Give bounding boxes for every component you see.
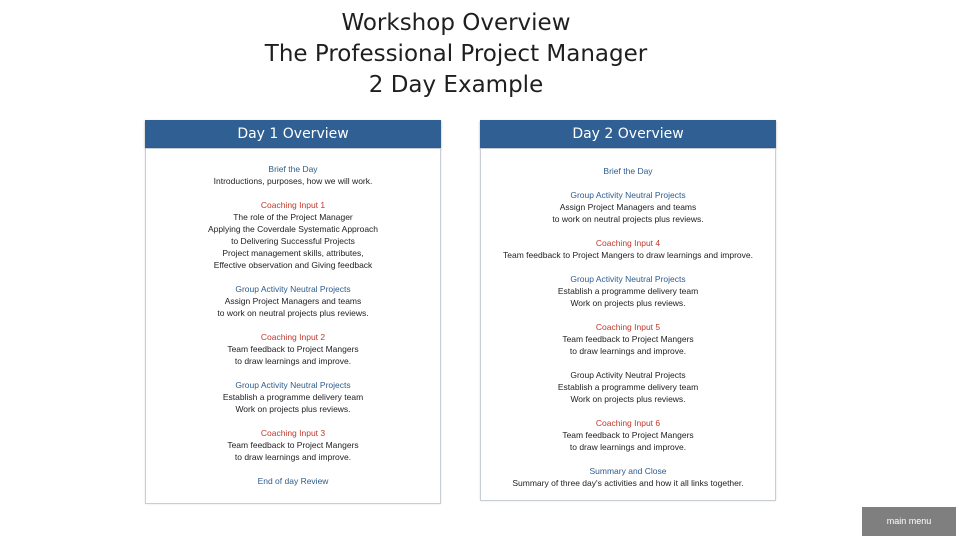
day2-block-5 [481, 321, 775, 357]
block-line: to work on neutral projects plus reviews. [552, 214, 704, 224]
day1-block-2 [146, 199, 440, 271]
slide-title [0, 8, 912, 101]
block-line: Assign Project Managers and teams [224, 296, 362, 306]
day1-block-1 [146, 163, 440, 187]
block-line: Applying the Coverdale Systematic Approach [207, 224, 379, 234]
day1-panel [145, 148, 441, 504]
day2-header: Day 2 Overview [480, 120, 776, 148]
block-heading: End of day Review [257, 476, 329, 486]
day2-block-4 [481, 273, 775, 309]
main-menu-button[interactable]: main menu [862, 507, 956, 536]
block-heading: Coaching Input 6 [595, 418, 661, 428]
block-line: Team feedback to Project Mangers to draw learnings and improve. [503, 250, 753, 260]
title-line-2: The Professional Project Manager [264, 41, 648, 67]
block-line: Project management skills, attributes, [222, 248, 364, 258]
block-line: Introductions, purposes, how we will work. [213, 176, 373, 186]
block-line: Work on projects plus reviews. [570, 394, 686, 404]
block-line: Assign Project Managers and teams [559, 202, 697, 212]
day2-block-7 [481, 417, 775, 453]
title-line-3: 2 Day Example [368, 72, 544, 98]
day2-block-8 [481, 465, 775, 489]
block-line: to Delivering Successful Projects [231, 236, 355, 246]
block-line: Team feedback to Project Mangers [562, 430, 694, 440]
block-heading: Summary and Close [589, 466, 667, 476]
block-heading: Group Activity Neutral Projects [570, 190, 686, 200]
day1-block-6 [146, 427, 440, 463]
block-line: to draw learnings and improve. [569, 346, 687, 356]
block-heading: Group Activity Neutral Projects [570, 274, 686, 284]
block-line: Team feedback to Project Mangers [227, 440, 359, 450]
block-heading: Coaching Input 5 [595, 322, 661, 332]
day1-block-7 [146, 475, 440, 487]
block-line: Establish a programme delivery team [222, 392, 364, 402]
block-line: Effective observation and Giving feedback [213, 260, 373, 270]
title-line-1: Workshop Overview [341, 10, 571, 36]
block-heading: Coaching Input 1 [260, 200, 326, 210]
day2-block-3 [481, 237, 775, 261]
block-line: The role of the Project Manager [233, 212, 353, 222]
block-heading: Brief the Day [268, 164, 318, 174]
day2-block-1 [481, 165, 775, 177]
block-line: Team feedback to Project Mangers [562, 334, 694, 344]
block-line: Work on projects plus reviews. [235, 404, 351, 414]
block-heading: Coaching Input 4 [595, 238, 661, 248]
block-line: Work on projects plus reviews. [570, 298, 686, 308]
block-line: to work on neutral projects plus reviews. [217, 308, 369, 318]
day2-block-6 [481, 369, 775, 405]
block-heading: Group Activity Neutral Projects [235, 380, 351, 390]
block-line: Summary of three day's activities and how it all links together. [512, 478, 744, 488]
block-line: to draw learnings and improve. [234, 356, 352, 366]
block-heading: Group Activity Neutral Projects [235, 284, 351, 294]
day1-header: Day 1 Overview [145, 120, 441, 148]
block-heading: Brief the Day [603, 166, 653, 176]
block-line: Establish a programme delivery team [557, 286, 699, 296]
block-heading: Group Activity Neutral Projects [570, 370, 686, 380]
day1-block-5 [146, 379, 440, 415]
day1-block-4 [146, 331, 440, 367]
block-heading: Coaching Input 3 [260, 428, 326, 438]
block-heading: Coaching Input 2 [260, 332, 326, 342]
block-line: Team feedback to Project Mangers [227, 344, 359, 354]
block-line: to draw learnings and improve. [569, 442, 687, 452]
day1-block-3 [146, 283, 440, 319]
day2-block-2 [481, 189, 775, 225]
block-line: to draw learnings and improve. [234, 452, 352, 462]
block-line: Establish a programme delivery team [557, 382, 699, 392]
day2-panel [480, 148, 776, 501]
